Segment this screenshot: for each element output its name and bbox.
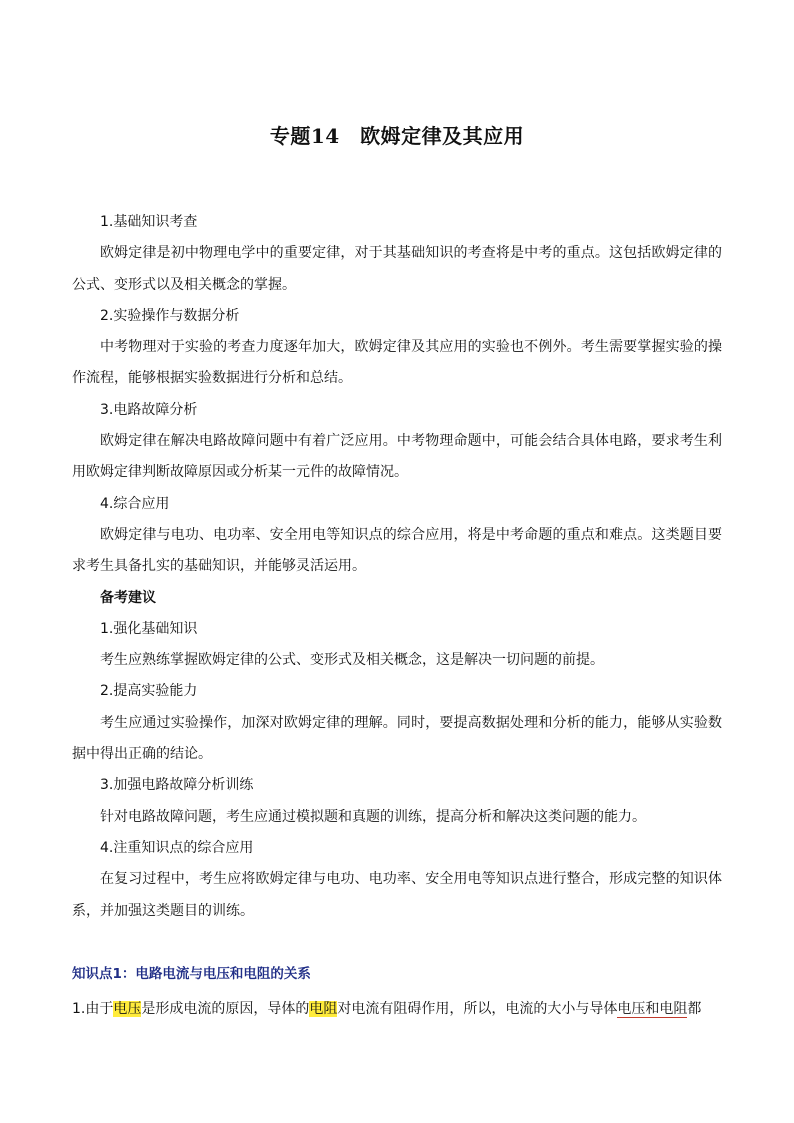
advice-subheading: 2.提高实验能力 — [100, 683, 198, 700]
paragraph-text: 是形成电流的原因，导体的 — [141, 1001, 310, 1017]
knowledge-point-paragraph — [72, 996, 722, 1022]
paragraph-text: 对电流有阻碍作用，所以，电流的大小与导体 — [337, 1001, 618, 1017]
section-paragraph: 欧姆定律与电功、电功率、安全用电等知识点的综合应用，将是中考命题的重点和难点。这类题目要求考生具备扎实的基础知识，并能够灵活运用。 — [72, 526, 722, 575]
main-content — [72, 207, 722, 927]
underlined-term: 电压和电阻 — [617, 1001, 688, 1017]
section-heading: 1.基础知识考查 — [100, 214, 198, 230]
advice-paragraph: 在复习过程中，考生应将欧姆定律与电功、电功率、安全用电等知识点进行整合，形成完整的知识体系，并加强这类题目的训练。 — [72, 871, 722, 919]
advice-paragraph: 考生应熟练掌握欧姆定律的公式、变形式及相关概念，这是解决一切问题的前提。 — [100, 652, 604, 669]
section-paragraph: 中考物理对于实验的考查力度逐年加大，欧姆定律及其应用的实验也不例外。考生需要掌握实验的操作流程，能够根据实验数据进行分析和总结。 — [72, 339, 722, 387]
advice-subheading: 4.注重知识点的综合应用 — [100, 839, 254, 856]
highlighted-term: 电阻 — [309, 1001, 338, 1017]
section-paragraph: 欧姆定律在解决电路故障问题中有着广泛应用。中考物理命题中，可能会结合具体电路，要求考生利用欧姆定律判断故障原因或分析某一元件的故障情况。 — [72, 433, 722, 481]
section-paragraph: 欧姆定律是初中物理电学中的重要定律，对于其基础知识的考查将是中考的重点。这包括欧姆定律的公式、变形式以及相关概念的掌握。 — [72, 245, 722, 293]
section-heading: 2.实验操作与数据分析 — [100, 307, 240, 324]
advice-subheading: 3.加强电路故障分析训练 — [100, 777, 254, 794]
advice-paragraph: 考生应通过实验操作，加深对欧姆定律的理解。同时，要提高数据处理和分析的能力，能够从实验数据中得出正确的结论。 — [72, 714, 722, 763]
knowledge-point-heading: 知识点1：电路电流与电压和电阻的关系 — [72, 966, 311, 982]
section-heading: 3.电路故障分析 — [100, 401, 198, 418]
advice-subheading: 1.强化基础知识 — [100, 620, 198, 637]
page-title: 专题14 欧姆定律及其应用 — [269, 124, 525, 148]
paragraph-text: 都 — [687, 1001, 702, 1017]
section-heading: 4.综合应用 — [100, 495, 170, 512]
highlighted-term: 电压 — [113, 1001, 142, 1017]
paragraph-text: 1.由于 — [72, 1001, 114, 1017]
advice-heading: 备考建议 — [100, 589, 156, 606]
advice-paragraph: 针对电路故障问题，考生应通过模拟题和真题的训练，提高分析和解决这类问题的能力。 — [100, 808, 646, 825]
